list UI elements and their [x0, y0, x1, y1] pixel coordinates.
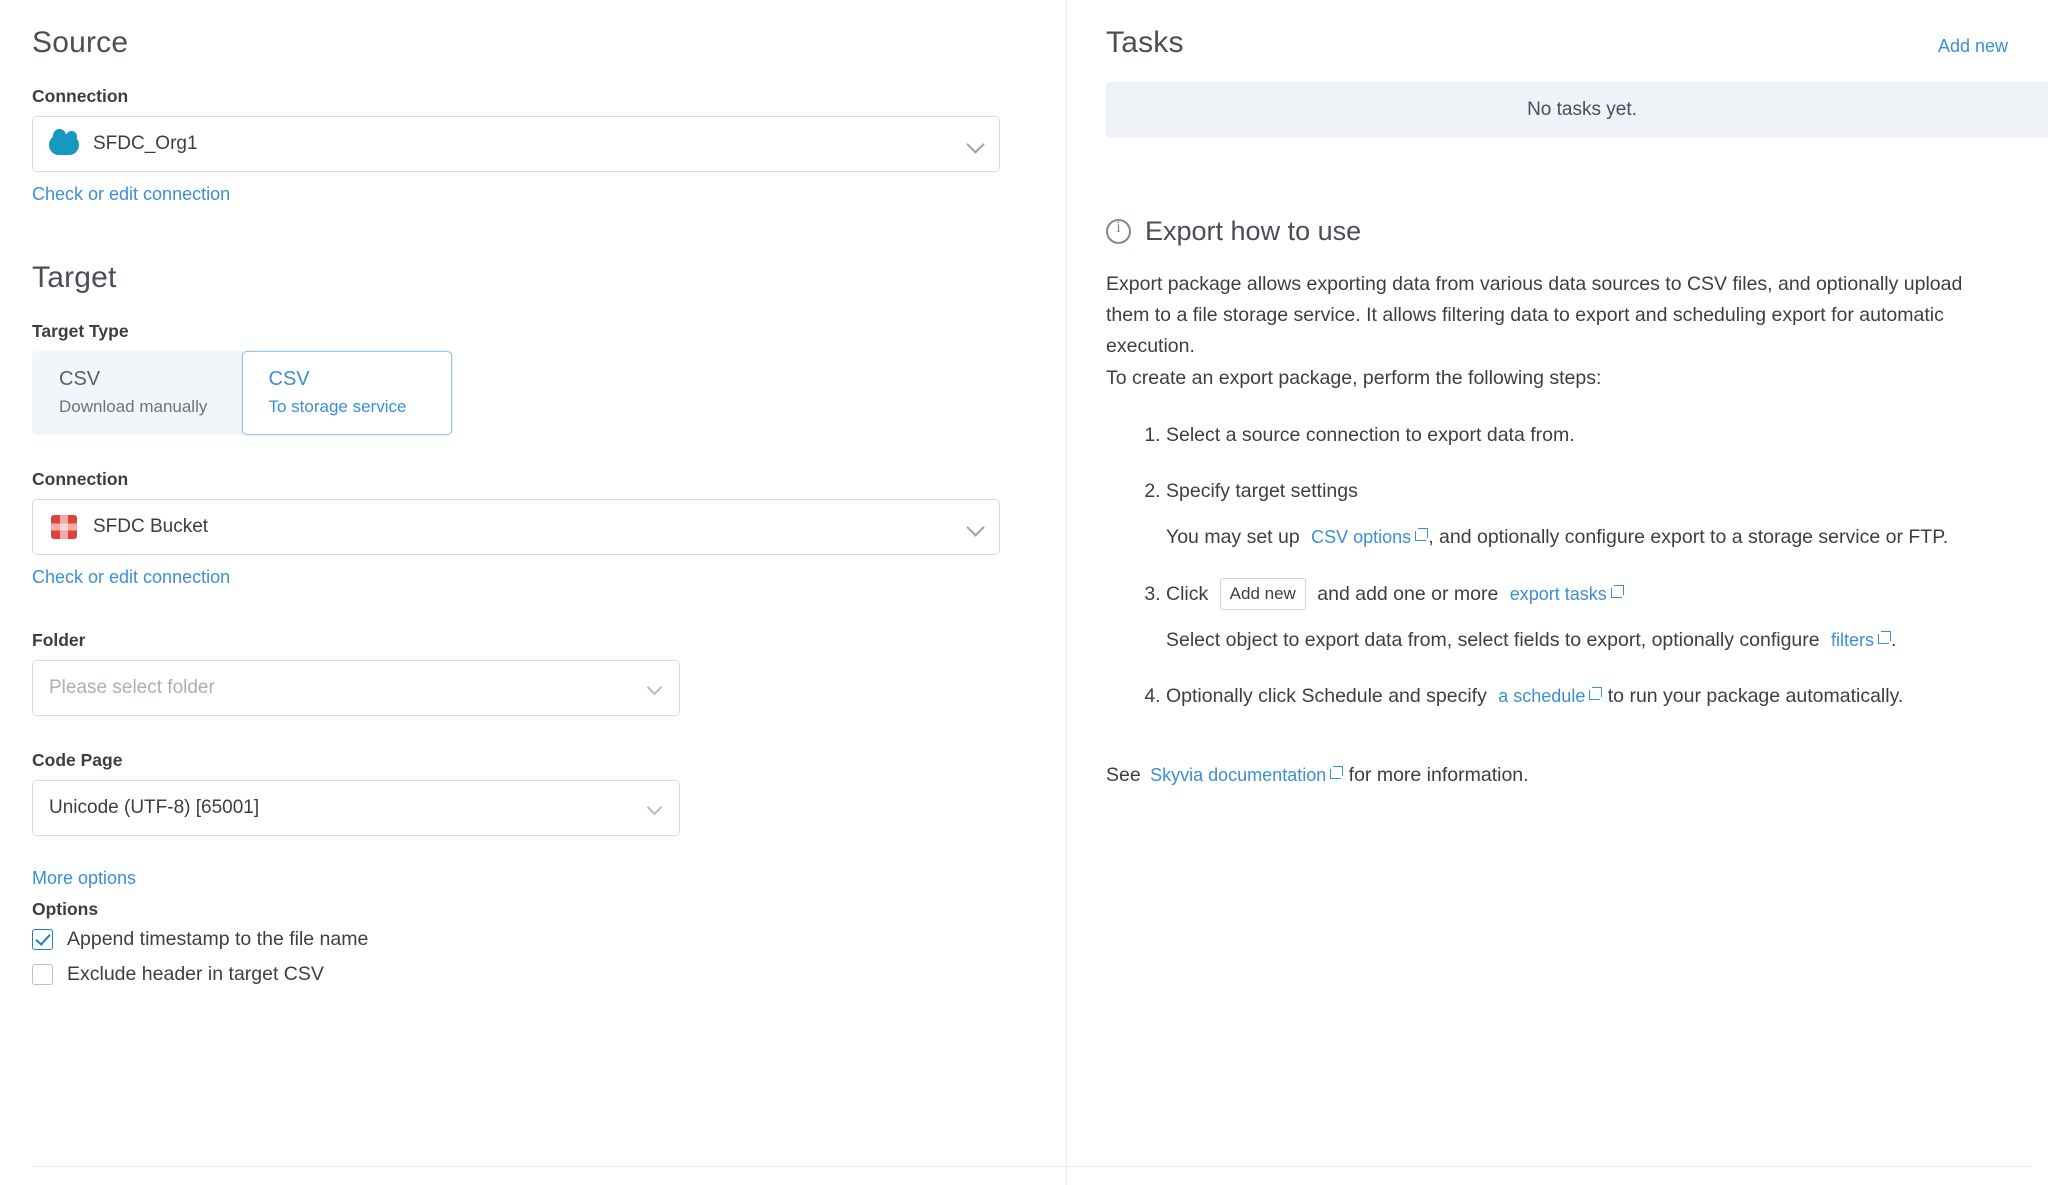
external-link-icon: [1611, 585, 1624, 598]
target-type-label: Target Type: [32, 321, 129, 341]
options-label: Options: [32, 899, 99, 919]
folder-label: Folder: [32, 630, 86, 650]
howto-step-3-pre: Click: [1166, 582, 1209, 605]
code-page-select[interactable]: [32, 780, 680, 836]
howto-step-3-sub-pre: Select object to export data from, select fields to export, optionally configure: [1166, 629, 1820, 652]
target-type-title: CSV: [59, 368, 101, 390]
tasks-empty-state: [1106, 82, 2048, 138]
option-label: Exclude header in target CSV: [67, 963, 324, 985]
howto-paragraph-1: Export package allows exporting data from various data sources to CSV files, and optionally upload them to a file storage service. It allows filtering data to export and scheduling export for automatic execution.: [1106, 273, 1963, 357]
external-link-icon: [1415, 528, 1428, 541]
target-section-title: Target: [32, 261, 117, 294]
folder-select[interactable]: [32, 660, 680, 716]
howto-see-more: [1106, 764, 2008, 787]
checkbox-icon[interactable]: [32, 964, 53, 985]
chevron-down-icon: [647, 799, 665, 817]
tasks-empty-text: No tasks yet.: [1527, 99, 1637, 120]
tasks-add-new-link[interactable]: Add new: [1937, 36, 2008, 56]
option-append-timestamp[interactable]: [32, 928, 1026, 951]
see-more-post: for more information.: [1348, 763, 1529, 786]
see-more-pre: See: [1106, 763, 1141, 786]
source-connection-value: SFDC_Org1: [93, 133, 198, 154]
option-exclude-header[interactable]: [32, 963, 1026, 986]
howto-step-2-sub-pre: You may set up: [1166, 525, 1300, 548]
tasks-title: Tasks: [1106, 26, 1184, 59]
info-icon: [1106, 219, 1131, 244]
target-type-subtitle: To storage service: [268, 397, 407, 416]
target-connection-value: SFDC Bucket: [93, 516, 209, 537]
howto-step-4-pre: Optionally click Schedule and specify: [1166, 685, 1487, 708]
howto-step-2-sub: [1166, 523, 2008, 552]
target-type-title: CSV: [268, 368, 310, 390]
code-page-value: Unicode (UTF-8) [65001]: [49, 797, 260, 818]
howto-step-1-text: Select a source connection to export data from.: [1166, 424, 1575, 447]
export-tasks-link[interactable]: export tasks: [1509, 583, 1607, 604]
target-check-edit-connection-link[interactable]: Check or edit connection: [32, 567, 231, 587]
chevron-down-icon: [967, 135, 985, 153]
howto-title: Export how to use: [1145, 216, 1362, 246]
option-label: Append timestamp to the file name: [67, 928, 369, 950]
howto-step-2-sub-post: , and optionally configure export to a storage service or FTP.: [1428, 525, 1949, 548]
source-check-edit-connection-link[interactable]: Check or edit connection: [32, 184, 231, 204]
chevron-down-icon: [967, 518, 985, 536]
external-link-icon: [1589, 687, 1602, 700]
target-type-toggle: [32, 351, 452, 435]
tasks-header: [1106, 26, 2008, 60]
source-section-title: Source: [32, 26, 129, 59]
howto-step-2-text: Specify target settings: [1166, 480, 1358, 503]
source-connection-label: Connection: [32, 86, 129, 106]
more-options-link[interactable]: More options: [32, 868, 137, 888]
target-type-csv-manual[interactable]: [32, 351, 243, 435]
filters-link[interactable]: filters: [1831, 630, 1875, 651]
add-new-inline-button[interactable]: Add new: [1220, 578, 1306, 610]
folder-value: Please select folder: [49, 677, 215, 698]
howto-steps: [1106, 420, 2008, 712]
howto-header: [1106, 216, 2008, 247]
external-link-icon: [1330, 766, 1343, 779]
howto-paragraph-2: To create an export package, perform the following steps:: [1106, 367, 1602, 390]
salesforce-cloud-icon: [49, 129, 79, 159]
howto-step-3-sub-post: .: [1891, 629, 1897, 652]
schedule-link[interactable]: a schedule: [1498, 686, 1586, 707]
howto-step-4: [1166, 681, 2008, 711]
target-type-subtitle: Download manually: [59, 397, 208, 416]
target-type-csv-storage[interactable]: [242, 351, 453, 435]
documentation-link[interactable]: Skyvia documentation: [1150, 764, 1327, 785]
checkbox-icon[interactable]: [32, 929, 53, 950]
code-page-label: Code Page: [32, 750, 123, 770]
howto-step-2: [1166, 476, 2008, 551]
bottom-divider: [32, 1166, 2032, 1167]
chevron-down-icon: [647, 679, 665, 697]
target-connection-select[interactable]: [32, 499, 1000, 555]
storage-bucket-icon: [49, 512, 79, 542]
external-link-icon: [1878, 631, 1891, 644]
right-pane: [1066, 0, 2048, 1185]
howto-step-1: [1166, 420, 2008, 450]
source-connection-select[interactable]: [32, 116, 1000, 172]
howto-step-3: [1166, 578, 2008, 656]
howto-step-3-mid: and add one or more: [1317, 582, 1499, 605]
howto-step-3-sub: [1166, 626, 2008, 655]
csv-options-link[interactable]: CSV options: [1311, 526, 1412, 547]
target-connection-label: Connection: [32, 469, 129, 489]
howto-step-4-post: to run your package automatically.: [1607, 685, 1904, 708]
